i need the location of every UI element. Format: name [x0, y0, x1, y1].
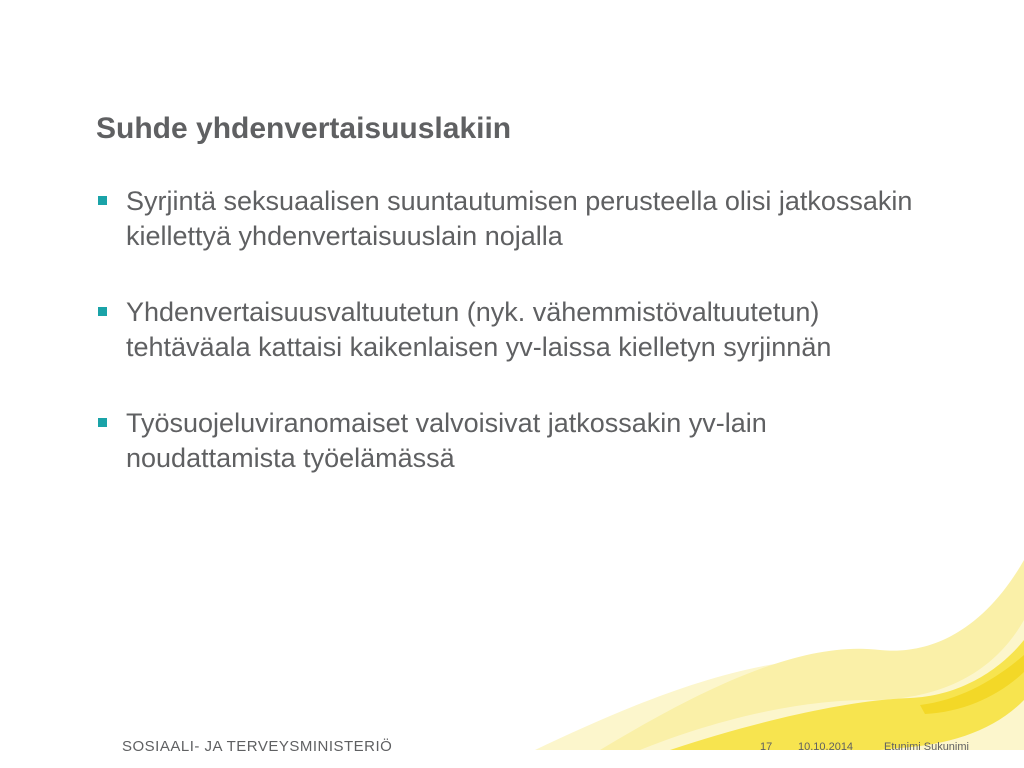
square-bullet-icon — [98, 418, 107, 427]
bullet-item — [96, 295, 936, 365]
bullet-item — [96, 406, 936, 476]
square-bullet-icon — [98, 307, 107, 316]
footer-author: Etunimi Sukunimi — [884, 741, 969, 753]
footer-date: 10.10.2014 — [798, 741, 854, 753]
bullet-text: Syrjintä seksuaalisen suuntautumisen perusteella olisi jatkossakin kiellettyä yhdenvertaisuuslain nojalla — [126, 186, 913, 251]
bullet-list — [96, 184, 936, 517]
bullet-item — [96, 184, 936, 254]
ministry-logo-text: SOSIAALI- JA TERVEYSMINISTERIÖ — [122, 738, 393, 755]
page-number: 17 — [760, 741, 773, 753]
bullet-text: Työsuojeluviranomaiset valvoisivat jatkossakin yv-lain noudattamista työelämässä — [126, 408, 767, 473]
square-bullet-icon — [98, 196, 107, 205]
slide-title: Suhde yhdenvertaisuuslakiin — [96, 112, 512, 145]
bullet-text: Yhdenvertaisuusvaltuutetun (nyk. vähemmistövaltuutetun) tehtäväala kattaisi kaikenlaisen yv-laissa kielletyn syrjinnän — [126, 297, 832, 362]
